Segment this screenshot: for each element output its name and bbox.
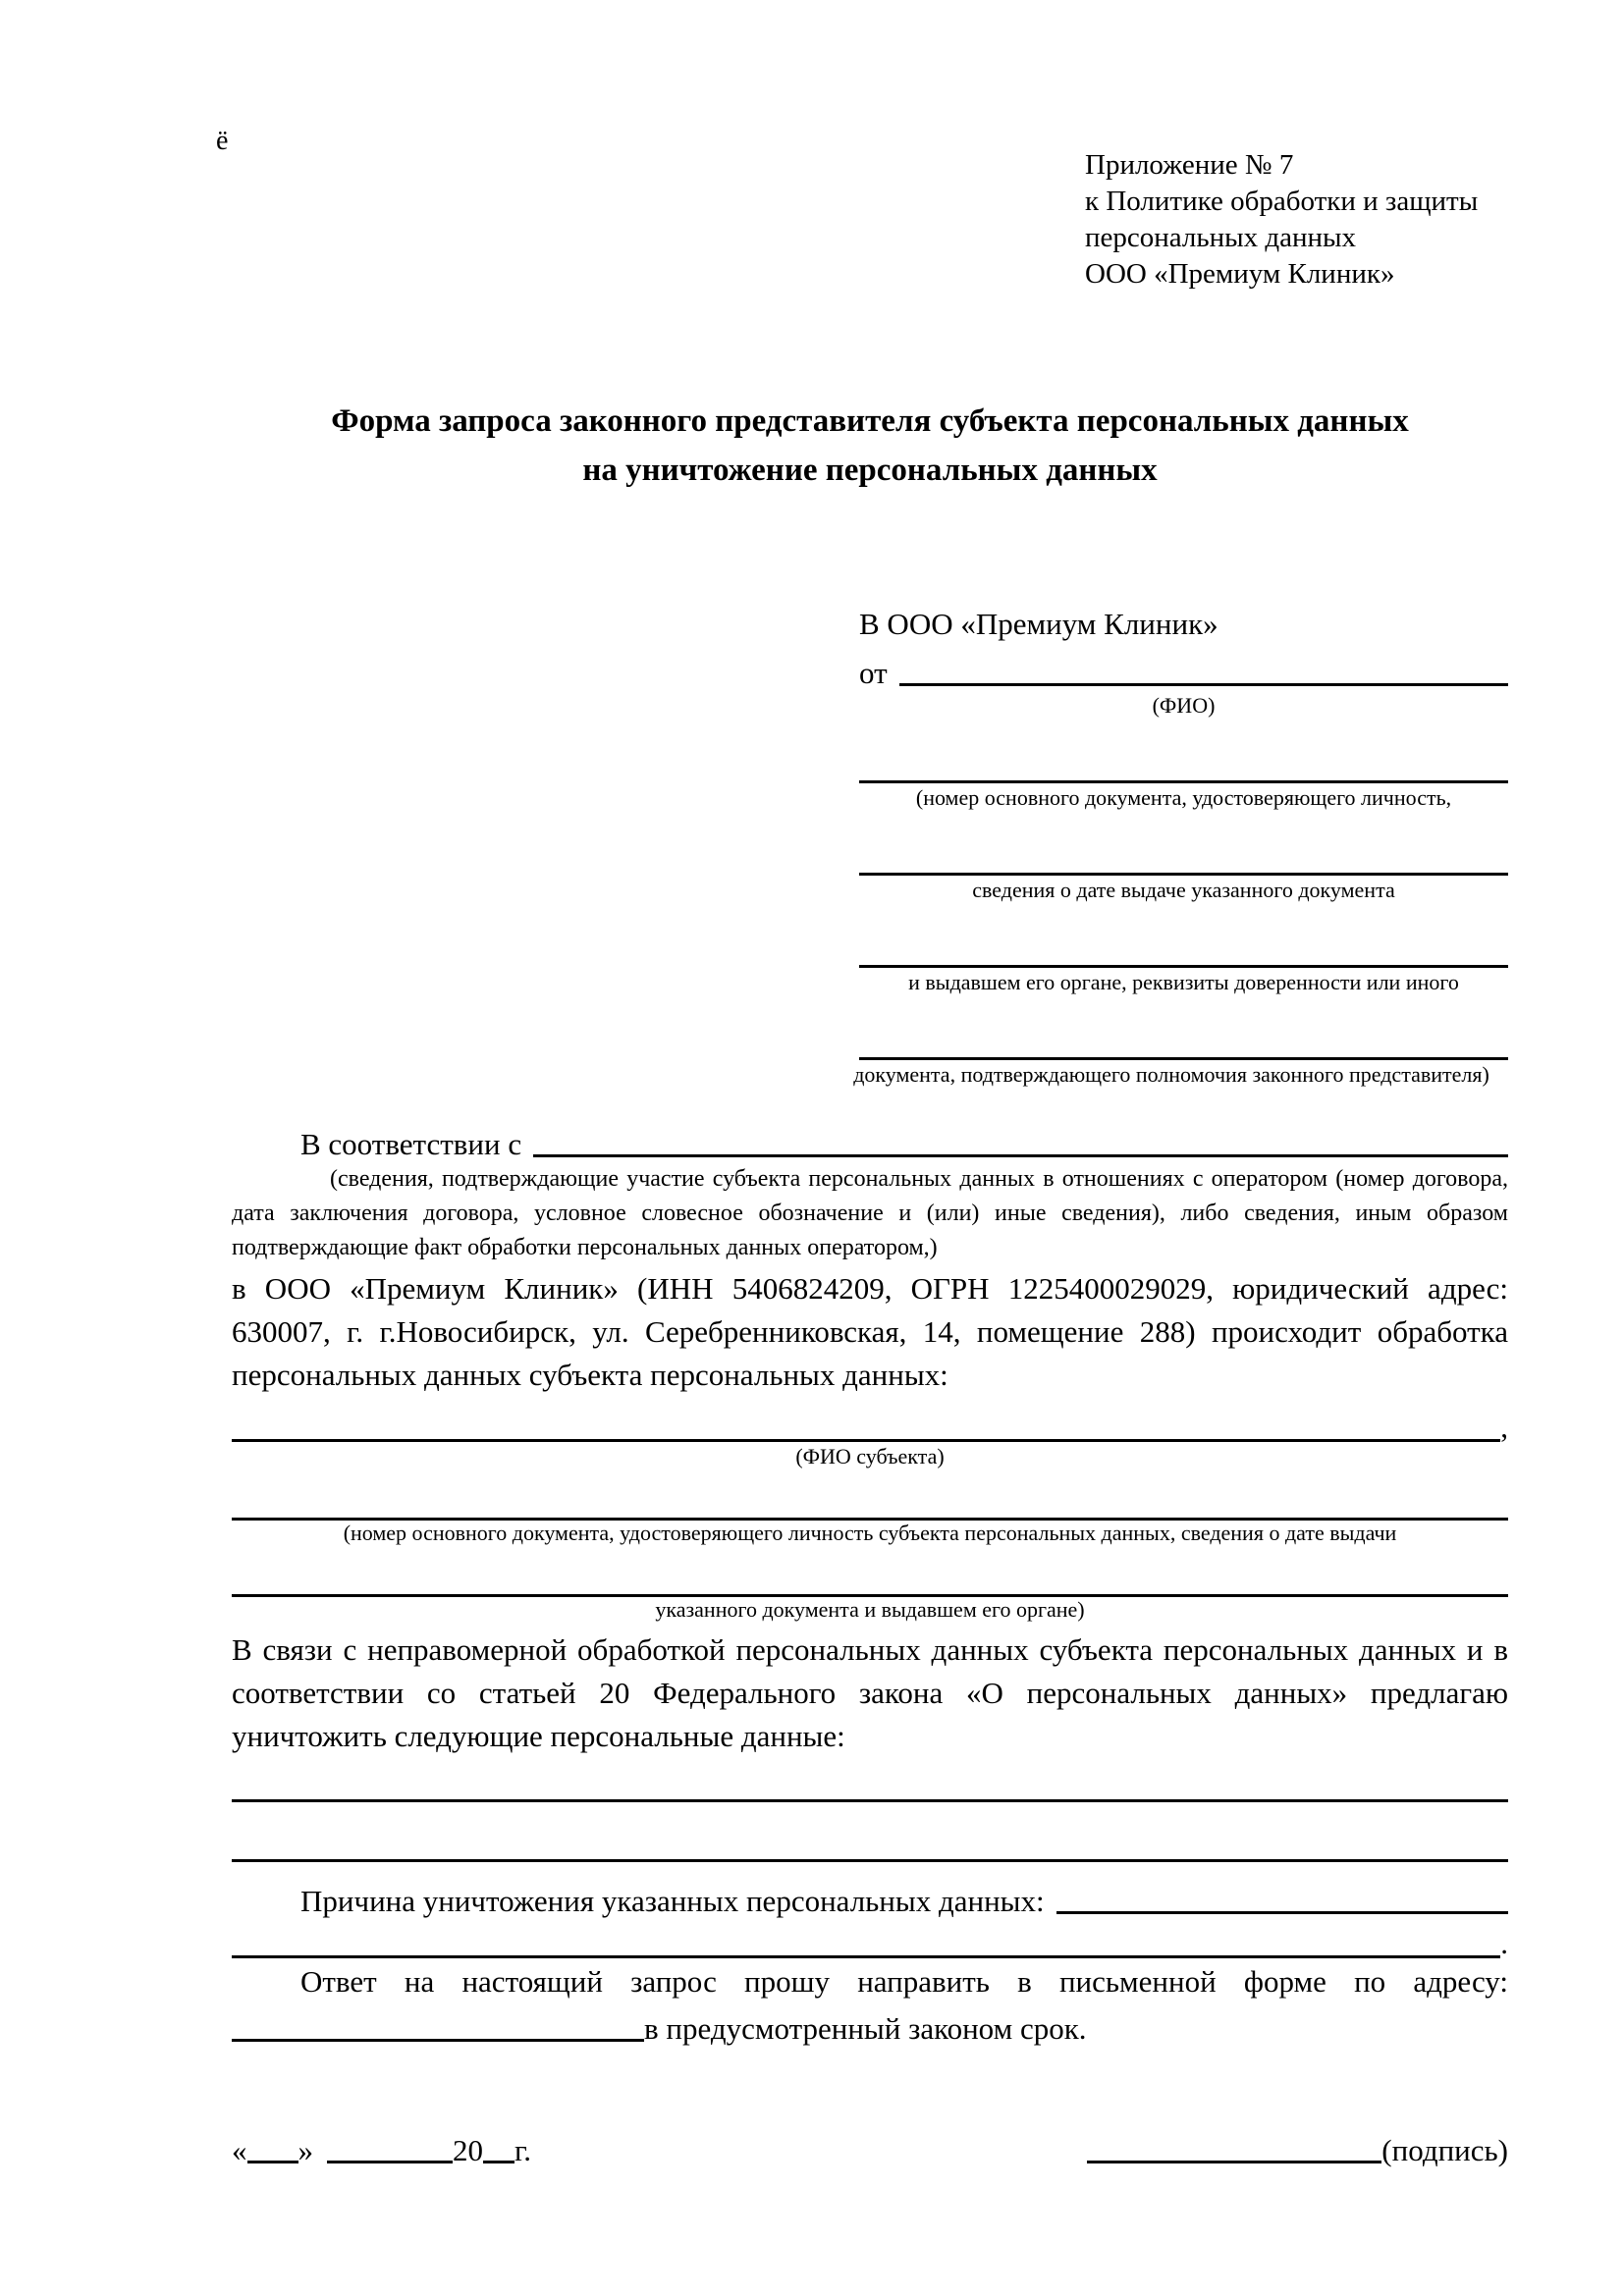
date-year-prefix: 20 <box>453 2133 483 2167</box>
fio-blank-line <box>899 683 1508 686</box>
accordance-note: (сведения, подтверждающие участие субъекта персональных данных в отношениях с оператором (номер договора, дата заключения договора, условное словесное обозначение и (или) иные сведения), либо сведения, иным образом подтверждающие факт обработки персональных данных оператором,) <box>232 1166 1508 1260</box>
annex-line-4: ООО «Премиум Клиник» <box>1085 258 1395 290</box>
annex-block <box>1085 147 1508 293</box>
annex-line-3: персональных данных <box>1085 222 1357 253</box>
date-quote-close: » <box>298 2133 313 2167</box>
caption-subject-fio: (ФИО субъекта) <box>795 1444 945 1468</box>
annex-line-1: Приложение № 7 <box>1085 149 1294 181</box>
subject-doc-blank-line-1 <box>232 1491 1508 1521</box>
reason-continuation-blank-line <box>232 1955 1500 1958</box>
reason-blank-line <box>1056 1911 1508 1914</box>
title-line-1: Форма запроса законного представителя субъекта персональных данных <box>331 403 1409 439</box>
title-line-2: на уничтожение персональных данных <box>582 453 1158 488</box>
blank-line-doc-date <box>859 838 1508 876</box>
caption-doc-number: (номер основного документа, удостоверяющего личность, <box>915 785 1452 810</box>
from-row <box>859 648 1508 691</box>
reason-continuation-row <box>232 1919 1508 1960</box>
reason-period: . <box>1500 1926 1508 1960</box>
date-group <box>232 2133 531 2168</box>
subject-fio-comma: , <box>1500 1410 1508 1444</box>
annex-line-2: к Политике обработки и защиты <box>1085 186 1479 217</box>
blank-line-doc-authority <box>859 1023 1508 1060</box>
date-day-blank <box>247 2161 298 2163</box>
stray-character: ё <box>216 126 229 156</box>
addressee-block <box>853 605 1508 1088</box>
operator-paragraph: в ООО «Премиум Клиник» (ИНН 5406824209, ОГРН 1225400029029, юридический адрес: 630007, г. г.Новосибирск, ул. Серебренниковская, 14, помещение 288) происходит обработка персональных данных субъекта персональных данных: <box>232 1271 1508 1392</box>
reply-paragraph: Ответ на настоящий запрос прошу направить в письменной форме по адресу: <box>300 1964 1508 1999</box>
reason-label: Причина уничтожения указанных персональных данных: <box>300 1884 1045 1918</box>
subject-fio-row <box>232 1405 1508 1444</box>
document-title <box>232 397 1508 495</box>
caption-doc-authority: документа, подтверждающего полномочия законного представителя) <box>853 1062 1489 1087</box>
date-year-blank <box>483 2161 514 2163</box>
date-month-blank <box>327 2161 453 2163</box>
reply-tail: в предусмотренный законом срок. <box>644 2011 1087 2046</box>
destroy-paragraph: В связи с неправомерной обработкой персональных данных субъекта персональных данных и в соответствии со статьей 20 Федерального закона «О персональных данных» предлагаю уничтожить следующие персональные данные: <box>232 1632 1508 1753</box>
subject-doc-blank-line-2 <box>232 1568 1508 1597</box>
accordance-blank-line <box>533 1154 1508 1157</box>
blank-line-doc-number <box>859 746 1508 783</box>
caption-subject-doc-2: указанного документа и выдавшем его органе) <box>655 1597 1085 1622</box>
subject-fio-blank-line <box>232 1439 1500 1442</box>
blank-line-doc-issuer <box>859 931 1508 968</box>
caption-doc-issuer: и выдавшем его органе, реквизиты доверенности или иного <box>908 970 1459 994</box>
reply-address-row <box>232 2003 1508 2047</box>
footer-row <box>232 2133 1508 2168</box>
signature-group <box>1087 2133 1508 2168</box>
signature-caption: (подпись) <box>1381 2133 1508 2167</box>
destroy-blank-line-2 <box>232 1859 1508 1862</box>
signature-blank-line <box>1087 2161 1381 2163</box>
document-content <box>232 0 1508 2168</box>
accordance-row <box>232 1119 1508 1162</box>
date-year-suffix: г. <box>514 2133 531 2167</box>
caption-fio: (ФИО) <box>1152 693 1216 718</box>
date-quote-open: « <box>232 2133 247 2167</box>
addressee-org: В ООО «Премиум Клиник» <box>859 607 1218 641</box>
caption-doc-date: сведения о дате выдаче указанного документа <box>972 878 1395 902</box>
caption-subject-doc-1: (номер основного документа, удостоверяющего личность субъекта персональных данных, сведения о дате выдачи <box>343 1521 1397 1545</box>
reason-row <box>232 1876 1508 1919</box>
destroy-blank-line-1 <box>232 1799 1508 1802</box>
accordance-label: В соответствии с <box>300 1127 522 1161</box>
from-label: от <box>859 656 888 690</box>
reply-address-blank-line <box>232 2039 644 2042</box>
